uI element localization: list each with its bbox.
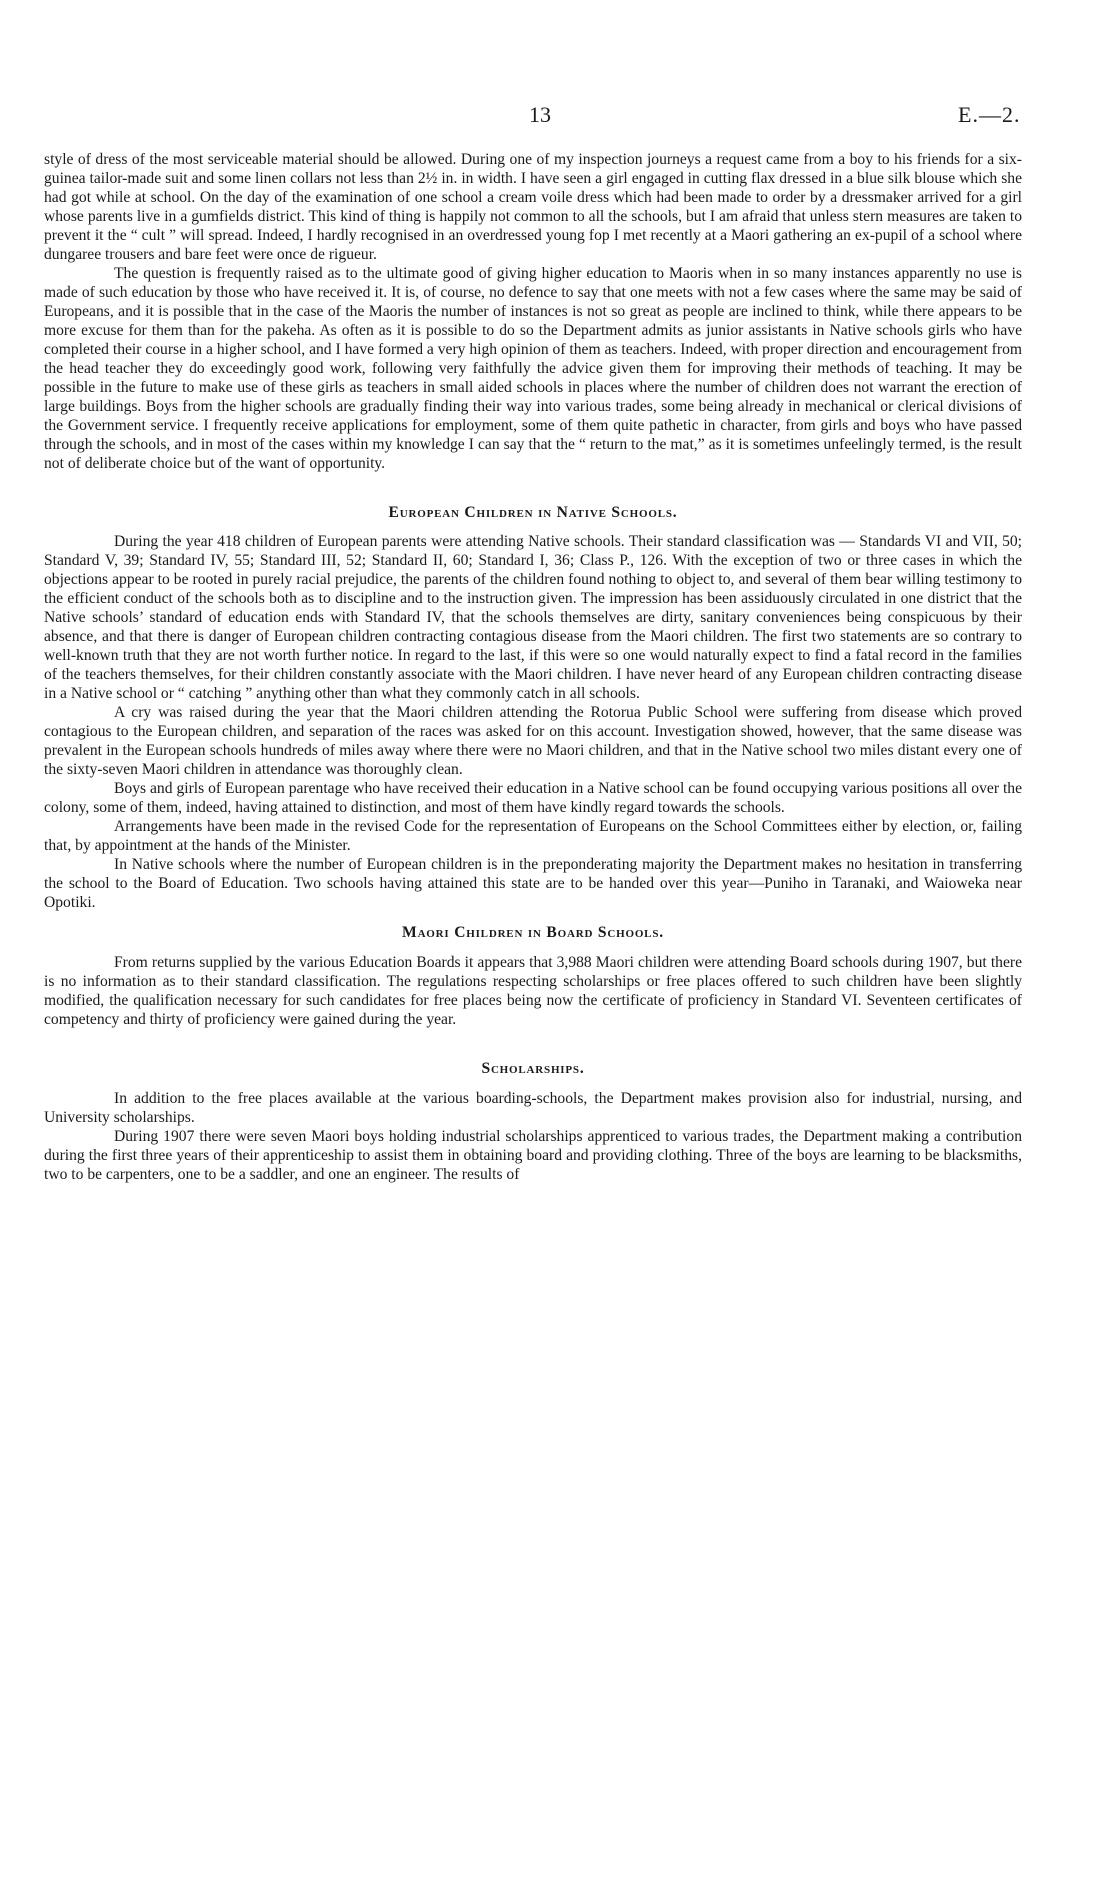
body-paragraph: Arrangements have been made in the revised Code for the representation of Europeans on the School Committees either by election, or, failing that, by appointment at the hands of the Minister. xyxy=(44,818,1022,854)
page-body xyxy=(44,150,1022,1184)
section-heading-european-children: European Children in Native Schools. xyxy=(388,504,678,521)
body-paragraph: Boys and girls of European parentage who have received their education in a Native school can be found occupying various positions all over the colony, some of them, indeed, having attained to distinction, and most of them have kindly regard towards the schools. xyxy=(44,780,1022,816)
section-heading-maori-children: Maori Children in Board Schools. xyxy=(402,924,664,941)
body-paragraph: From returns supplied by the various Education Boards it appears that 3,988 Maori children were attending Board schools during 1907, but there is no information as to their standard classification. The regulations respecting scholarships or free places offered to such children have been slightly modified, the qualification necessary for such candidates for free places being now the certificate of proficiency in Standard VI. Seventeen certificates of competency and thirty of proficiency were gained during the year. xyxy=(44,954,1022,1028)
page-number: 13 xyxy=(529,102,551,127)
body-paragraph: A cry was raised during the year that the Maori children attending the Rotorua Public School were suffering from disease which proved contagious to the European children, and separation of the races was asked for on this account. Investigation showed, however, that the same disease was prevalent in the European schools hundreds of miles away where there were no Maori children, and that in the Native school two miles distant every one of the sixty-seven Maori children in attendance was thoroughly clean. xyxy=(44,704,1022,778)
body-paragraph: During the year 418 children of European parents were attending Native schools. Their standard classification was — Standards VI and VII, 50; Standard V, 39; Standard IV, 55; Standard III, 52; Standard II, 60; Standard I, 36; Class P., 126. With the exception of two or three cases in which the objections appear to be rooted in purely racial prejudice, the parents of the children found nothing to object to, and several of them bear willing testimony to the efficient conduct of the schools both as to discipline and to the instruction given. The impression has been assiduously circulated in one district that the Native schools’ standard of education ends with Standard IV, that the schools themselves are dirty, sanitary conveniences being conspicuous by their absence, and that there is danger of European children contracting contagious disease from the Maori children. The first two statements are so contrary to well-known truth that they are not worth further notice. In regard to the last, if this were so one would naturally expect to find a fatal record in the families of the teachers themselves, for their children constantly associate with the Maori children. I have never heard of any European children contracting disease in a Native school or “ catching ” anything other than what they commonly catch in all schools. xyxy=(44,533,1022,702)
document-reference: E.—2. xyxy=(958,102,1021,127)
body-paragraph: The question is frequently raised as to the ultimate good of giving higher education to Maoris when in so many instances apparently no use is made of such education by those who have received it. It is, of course, no defence to say that one meets with not a few cases where the same may be said of Europeans, and it is possible that in the case of the Maoris the number of instances is not so great as people are inclined to think, while there appears to be more excuse for them than for the pakeha. As often as it is possible to do so the Department admits as junior assistants in Native schools girls who have completed their course in a higher school, and I have formed a very high opinion of them as teachers. Indeed, with proper direction and encouragement from the head teacher they do exceedingly good work, following very faithfully the advice given them for improving their methods of teaching. It may be possible in the future to make use of these girls as teachers in small aided schools in places where the number of children does not warrant the erection of large buildings. Boys from the higher schools are gradually finding their way into various trades, some being already in mechanical or clerical divisions of the Government service. I frequently receive applications for employment, some of them quite pathetic in character, from girls and boys who have passed through the schools, and in most of the cases within my knowledge I can say that the “ return to the mat,” as it is sometimes unfeelingly termed, is the result not of deliberate choice but of the want of opportunity. xyxy=(44,265,1022,472)
body-paragraph: style of dress of the most serviceable material should be allowed. During one of my inspection journeys a request came from a boy to his friends for a six-guinea tailor-made suit and some linen collars not less than 2½ in. in width. I have seen a girl engaged in cutting flax dressed in a blue silk blouse which she had got while at school. On the day of the examination of one school a cream voile dress which had been made to order by a dressmaker arrived for a girl whose parents live in a gumfields district. This kind of thing is happily not common to all the schools, but I am afraid that unless stern measures are taken to prevent it the “ cult ” will spread. Indeed, I hardly recognised in an overdressed young fop I met recently at a Maori gathering an ex-pupil of a school where dungaree trousers and bare feet were once de rigueur. xyxy=(44,151,1022,263)
body-paragraph: During 1907 there were seven Maori boys holding industrial scholarships apprenticed to various trades, the Department making a contribution during the first three years of their apprenticeship to assist them in obtaining board and providing clothing. Three of the boys are learning to be blacksmiths, two to be carpenters, one to be a saddler, and one an engineer. The results of xyxy=(44,1128,1022,1183)
page-header xyxy=(0,102,1114,136)
body-paragraph: In addition to the free places available at the various boarding-schools, the Department makes provision also for industrial, nursing, and University scholarships. xyxy=(44,1090,1022,1126)
body-paragraph: In Native schools where the number of European children is in the preponderating majority the Department makes no hesitation in transferring the school to the Board of Education. Two schools having attained this state are to be handed over this year—Puniho in Taranaki, and Waioweka near Opotiki. xyxy=(44,856,1022,911)
section-heading-scholarships: Scholarships. xyxy=(481,1060,585,1077)
